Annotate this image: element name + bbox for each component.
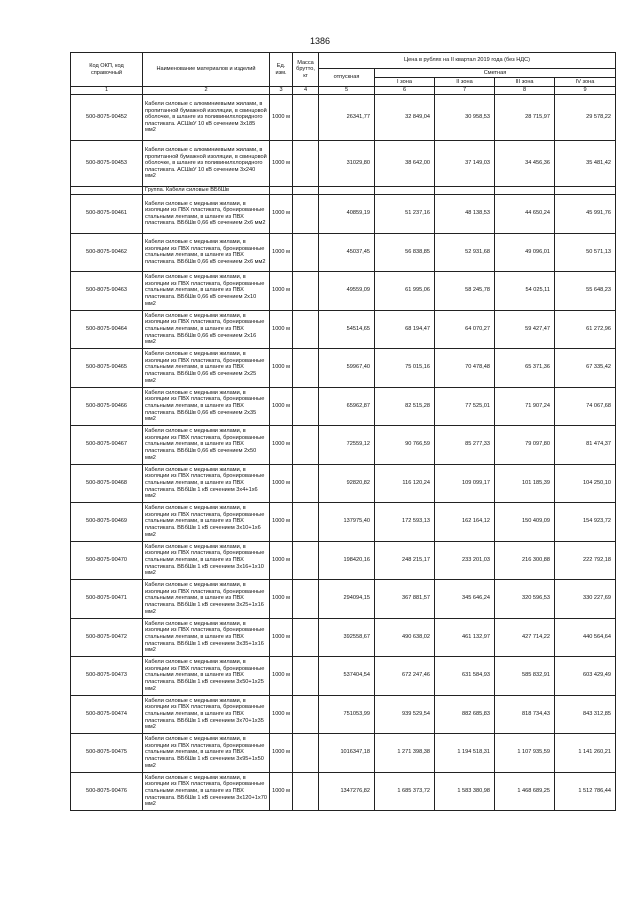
header-zone-4: IV зона bbox=[555, 78, 616, 87]
table-row bbox=[71, 272, 616, 311]
column-index: 6 bbox=[375, 87, 435, 95]
column-index: 7 bbox=[435, 87, 495, 95]
header-price-title: Цена в рублях на II квартал 2019 года (без НДС) bbox=[319, 53, 616, 69]
zone-2-price: 109 099,17 bbox=[435, 464, 495, 503]
zone-2-price: 30 958,53 bbox=[435, 95, 495, 141]
table-row bbox=[71, 541, 616, 580]
unit-cell: 1000 м bbox=[270, 618, 293, 657]
zone-3-price: 79 097,80 bbox=[495, 426, 555, 465]
zone-3-price: 1 107 935,59 bbox=[495, 734, 555, 773]
price-table bbox=[70, 52, 616, 811]
product-name: Кабели силовые с медными жилами, в изоляции из ПВХ пластиката, бронированные стальными лентами, в шланге из ПВХ пластиката. ВБбШв 1 кВ сечением 3х25+1х16 мм2 bbox=[143, 580, 270, 619]
zone-1-price: 61 995,06 bbox=[375, 272, 435, 311]
mass-cell bbox=[293, 772, 319, 811]
zone-4-price: 154 923,72 bbox=[555, 503, 616, 542]
mass-cell bbox=[293, 657, 319, 696]
page-number: 1386 bbox=[309, 36, 331, 46]
mass-cell bbox=[293, 310, 319, 349]
zone-4-price: 50 571,13 bbox=[555, 233, 616, 272]
product-code: 500-8075-90468 bbox=[71, 464, 143, 503]
group-code-cell bbox=[71, 187, 143, 195]
zone-3-price: 71 907,24 bbox=[495, 387, 555, 426]
zone-2-price: 52 931,68 bbox=[435, 233, 495, 272]
empty-cell bbox=[270, 187, 293, 195]
product-code: 500-8075-90476 bbox=[71, 772, 143, 811]
header-code: Код ОКП, код справочный bbox=[71, 53, 143, 87]
product-code: 500-8075-90471 bbox=[71, 580, 143, 619]
column-index: 1 bbox=[71, 87, 143, 95]
mass-cell bbox=[293, 349, 319, 388]
unit-cell: 1000 м bbox=[270, 657, 293, 696]
zone-4-price: 29 578,22 bbox=[555, 95, 616, 141]
zone-3-price: 44 650,24 bbox=[495, 195, 555, 234]
header-zone-2: II зона bbox=[435, 78, 495, 87]
zone-4-price: 843 312,85 bbox=[555, 695, 616, 734]
product-name: Кабели силовые с алюминиевыми жилами, в пропитанной бумажной изоляции, в свинцовой оболочке, в шланге из поливинилхлоридного пластиката. АСШвУ 10 кВ сечением 3х240 мм2 bbox=[143, 141, 270, 187]
product-code: 500-8075-90469 bbox=[71, 503, 143, 542]
zone-3-price: 818 734,43 bbox=[495, 695, 555, 734]
zone-2-price: 48 138,53 bbox=[435, 195, 495, 234]
zone-2-price: 58 245,78 bbox=[435, 272, 495, 311]
zone-4-price: 1 512 786,44 bbox=[555, 772, 616, 811]
release-price: 751053,99 bbox=[319, 695, 375, 734]
mass-cell bbox=[293, 195, 319, 234]
unit-cell: 1000 м bbox=[270, 580, 293, 619]
mass-cell bbox=[293, 618, 319, 657]
zone-1-price: 32 849,04 bbox=[375, 95, 435, 141]
mass-cell bbox=[293, 233, 319, 272]
release-price: 26341,77 bbox=[319, 95, 375, 141]
product-name: Кабели силовые с медными жилами, в изоляции из ПВХ пластиката, бронированные стальными лентами, в шланге из ПВХ пластиката. ВБбШв 1 кВ сечением 3х95+1х50 мм2 bbox=[143, 734, 270, 773]
unit-cell: 1000 м bbox=[270, 195, 293, 234]
zone-2-price: 233 201,03 bbox=[435, 541, 495, 580]
table-row bbox=[71, 772, 616, 811]
zone-4-price: 104 250,10 bbox=[555, 464, 616, 503]
unit-cell: 1000 м bbox=[270, 387, 293, 426]
zone-2-price: 1 583 380,98 bbox=[435, 772, 495, 811]
unit-cell: 1000 м bbox=[270, 426, 293, 465]
release-price: 294094,15 bbox=[319, 580, 375, 619]
header-release: отпускная bbox=[319, 69, 375, 87]
unit-cell: 1000 м bbox=[270, 95, 293, 141]
release-price: 1347276,82 bbox=[319, 772, 375, 811]
product-code: 500-8075-90464 bbox=[71, 310, 143, 349]
zone-3-price: 101 185,39 bbox=[495, 464, 555, 503]
zone-1-price: 490 638,02 bbox=[375, 618, 435, 657]
zone-3-price: 34 456,36 bbox=[495, 141, 555, 187]
zone-1-price: 51 237,16 bbox=[375, 195, 435, 234]
mass-cell bbox=[293, 464, 319, 503]
table-row bbox=[71, 95, 616, 141]
table-row bbox=[71, 426, 616, 465]
zone-1-price: 38 642,00 bbox=[375, 141, 435, 187]
zone-4-price: 330 227,69 bbox=[555, 580, 616, 619]
empty-cell bbox=[319, 187, 375, 195]
zone-1-price: 68 194,47 bbox=[375, 310, 435, 349]
table-row bbox=[71, 233, 616, 272]
product-code: 500-8075-90470 bbox=[71, 541, 143, 580]
table-row bbox=[71, 349, 616, 388]
zone-3-price: 585 832,91 bbox=[495, 657, 555, 696]
zone-3-price: 65 371,36 bbox=[495, 349, 555, 388]
zone-1-price: 672 247,46 bbox=[375, 657, 435, 696]
table-row bbox=[71, 387, 616, 426]
product-name: Кабели силовые с медными жилами, в изоляции из ПВХ пластиката, бронированные стальными лентами, в шланге из ПВХ пластиката. ВБбШв 1 кВ сечением 3х35+1х16 мм2 bbox=[143, 618, 270, 657]
unit-cell: 1000 м bbox=[270, 464, 293, 503]
zone-1-price: 82 515,28 bbox=[375, 387, 435, 426]
product-code: 500-8075-90453 bbox=[71, 141, 143, 187]
product-name: Кабели силовые с медными жилами, в изоляции из ПВХ пластиката, бронированные стальными лентами, в шланге из ПВХ пластиката. ВБбШв 0,66 кВ сечением 2х35 мм2 bbox=[143, 387, 270, 426]
product-code: 500-8075-90475 bbox=[71, 734, 143, 773]
table-row bbox=[71, 195, 616, 234]
release-price: 54514,65 bbox=[319, 310, 375, 349]
header-estimate: Сметная bbox=[375, 69, 616, 78]
unit-cell: 1000 м bbox=[270, 503, 293, 542]
product-name: Кабели силовые с медными жилами, в изоляции из ПВХ пластиката, бронированные стальными лентами, в шланге из ПВХ пластиката. ВБбШв 0,66 кВ сечением 2х6 мм2 bbox=[143, 233, 270, 272]
product-name: Кабели силовые с медными жилами, в изоляции из ПВХ пластиката, бронированные стальными лентами, в шланге из ПВХ пластиката. ВБбШв 1 кВ сечением 3х10+1х6 мм2 bbox=[143, 503, 270, 542]
table-row bbox=[71, 580, 616, 619]
release-price: 45037,45 bbox=[319, 233, 375, 272]
product-code: 500-8075-90467 bbox=[71, 426, 143, 465]
zone-2-price: 461 132,97 bbox=[435, 618, 495, 657]
zone-3-price: 59 427,47 bbox=[495, 310, 555, 349]
zone-4-price: 61 272,96 bbox=[555, 310, 616, 349]
column-index-row bbox=[71, 87, 616, 95]
mass-cell bbox=[293, 95, 319, 141]
table-row bbox=[71, 464, 616, 503]
release-price: 537404,54 bbox=[319, 657, 375, 696]
zone-3-price: 427 714,22 bbox=[495, 618, 555, 657]
table-row bbox=[71, 503, 616, 542]
zone-3-price: 49 096,01 bbox=[495, 233, 555, 272]
zone-2-price: 345 646,24 bbox=[435, 580, 495, 619]
zone-1-price: 56 838,85 bbox=[375, 233, 435, 272]
header-name: Наименование материалов и изделий bbox=[143, 53, 270, 87]
zone-4-price: 74 067,68 bbox=[555, 387, 616, 426]
zone-3-price: 54 025,11 bbox=[495, 272, 555, 311]
product-name: Кабели силовые с медными жилами, в изоляции из ПВХ пластиката, бронированные стальными лентами, в шланге из ПВХ пластиката. ВБбШв 1 кВ сечением 3х120+1х70 мм2 bbox=[143, 772, 270, 811]
product-name: Кабели силовые с медными жилами, в изоляции из ПВХ пластиката, бронированные стальными лентами, в шланге из ПВХ пластиката. ВБбШв 0,66 кВ сечением 2х6 мм2 bbox=[143, 195, 270, 234]
product-name: Кабели силовые с медными жилами, в изоляции из ПВХ пластиката, бронированные стальными лентами, в шланге из ПВХ пластиката. ВБбШв 1 кВ сечением 3х50+1х25 мм2 bbox=[143, 657, 270, 696]
zone-4-price: 440 564,64 bbox=[555, 618, 616, 657]
zone-3-price: 320 596,53 bbox=[495, 580, 555, 619]
zone-3-price: 150 409,09 bbox=[495, 503, 555, 542]
header-unit: Ед. изм. bbox=[270, 53, 293, 87]
zone-1-price: 367 881,57 bbox=[375, 580, 435, 619]
zone-4-price: 1 141 260,21 bbox=[555, 734, 616, 773]
product-code: 500-8075-90466 bbox=[71, 387, 143, 426]
release-price: 65962,87 bbox=[319, 387, 375, 426]
mass-cell bbox=[293, 580, 319, 619]
zone-2-price: 37 149,03 bbox=[435, 141, 495, 187]
header-zone-1: I зона bbox=[375, 78, 435, 87]
zone-4-price: 35 481,42 bbox=[555, 141, 616, 187]
group-row bbox=[71, 187, 616, 195]
column-index: 3 bbox=[270, 87, 293, 95]
zone-1-price: 1 685 373,72 bbox=[375, 772, 435, 811]
product-code: 500-8075-90463 bbox=[71, 272, 143, 311]
product-name: Кабели силовые с медными жилами, в изоляции из ПВХ пластиката, бронированные стальными лентами, в шланге из ПВХ пластиката. ВБбШв 1 кВ сечением 3х70+1х35 мм2 bbox=[143, 695, 270, 734]
release-price: 40859,19 bbox=[319, 195, 375, 234]
header-zone-3: III зона bbox=[495, 78, 555, 87]
product-code: 500-8075-90473 bbox=[71, 657, 143, 696]
unit-cell: 1000 м bbox=[270, 734, 293, 773]
product-code: 500-8075-90474 bbox=[71, 695, 143, 734]
zone-3-price: 216 300,88 bbox=[495, 541, 555, 580]
table-row bbox=[71, 657, 616, 696]
product-code: 500-8075-90462 bbox=[71, 233, 143, 272]
release-price: 31029,80 bbox=[319, 141, 375, 187]
zone-1-price: 172 593,13 bbox=[375, 503, 435, 542]
empty-cell bbox=[495, 187, 555, 195]
zone-4-price: 55 648,23 bbox=[555, 272, 616, 311]
zone-2-price: 64 070,27 bbox=[435, 310, 495, 349]
mass-cell bbox=[293, 503, 319, 542]
release-price: 92820,82 bbox=[319, 464, 375, 503]
product-code: 500-8075-90472 bbox=[71, 618, 143, 657]
mass-cell bbox=[293, 695, 319, 734]
empty-cell bbox=[293, 187, 319, 195]
empty-cell bbox=[435, 187, 495, 195]
zone-4-price: 81 474,37 bbox=[555, 426, 616, 465]
mass-cell bbox=[293, 541, 319, 580]
zone-1-price: 116 120,24 bbox=[375, 464, 435, 503]
product-name: Кабели силовые с медными жилами, в изоляции из ПВХ пластиката, бронированные стальными лентами, в шланге из ПВХ пластиката. ВБбШв 0,66 кВ сечением 2х50 мм2 bbox=[143, 426, 270, 465]
zone-4-price: 222 792,18 bbox=[555, 541, 616, 580]
product-name: Кабели силовые с медными жилами, в изоляции из ПВХ пластиката, бронированные стальными лентами, в шланге из ПВХ пластиката. ВБбШв 0,66 кВ сечением 2х10 мм2 bbox=[143, 272, 270, 311]
mass-cell bbox=[293, 141, 319, 187]
zone-2-price: 162 164,12 bbox=[435, 503, 495, 542]
zone-1-price: 939 529,54 bbox=[375, 695, 435, 734]
group-title: Группа. Кабели силовые ВБбШв bbox=[143, 187, 270, 195]
empty-cell bbox=[555, 187, 616, 195]
unit-cell: 1000 м bbox=[270, 772, 293, 811]
zone-3-price: 28 715,97 bbox=[495, 95, 555, 141]
column-index: 5 bbox=[319, 87, 375, 95]
release-price: 1016347,18 bbox=[319, 734, 375, 773]
column-index: 8 bbox=[495, 87, 555, 95]
release-price: 59967,40 bbox=[319, 349, 375, 388]
product-name: Кабели силовые с медными жилами, в изоляции из ПВХ пластиката, бронированные стальными лентами, в шланге из ПВХ пластиката. ВБбШв 0,66 кВ сечением 2х16 мм2 bbox=[143, 310, 270, 349]
mass-cell bbox=[293, 734, 319, 773]
product-name: Кабели силовые с медными жилами, в изоляции из ПВХ пластиката, бронированные стальными лентами, в шланге из ПВХ пластиката. ВБбШв 0,66 кВ сечением 2х25 мм2 bbox=[143, 349, 270, 388]
table-row bbox=[71, 141, 616, 187]
zone-1-price: 248 215,17 bbox=[375, 541, 435, 580]
zone-4-price: 67 335,42 bbox=[555, 349, 616, 388]
zone-1-price: 90 766,59 bbox=[375, 426, 435, 465]
product-code: 500-8075-90465 bbox=[71, 349, 143, 388]
product-code: 500-8075-90452 bbox=[71, 95, 143, 141]
mass-cell bbox=[293, 272, 319, 311]
zone-2-price: 882 685,83 bbox=[435, 695, 495, 734]
column-index: 4 bbox=[293, 87, 319, 95]
unit-cell: 1000 м bbox=[270, 349, 293, 388]
zone-1-price: 75 015,16 bbox=[375, 349, 435, 388]
unit-cell: 1000 м bbox=[270, 310, 293, 349]
product-code: 500-8075-90461 bbox=[71, 195, 143, 234]
zone-2-price: 631 584,93 bbox=[435, 657, 495, 696]
zone-4-price: 45 991,76 bbox=[555, 195, 616, 234]
table-row bbox=[71, 310, 616, 349]
zone-2-price: 1 194 518,31 bbox=[435, 734, 495, 773]
unit-cell: 1000 м bbox=[270, 272, 293, 311]
release-price: 137975,40 bbox=[319, 503, 375, 542]
product-name: Кабели силовые с алюминиевыми жилами, в пропитанной бумажной изоляции, в свинцовой оболочке, в шланге из поливинилхлоридного пластиката. АСШвУ 10 кВ сечением 3х185 мм2 bbox=[143, 95, 270, 141]
unit-cell: 1000 м bbox=[270, 695, 293, 734]
zone-2-price: 70 478,48 bbox=[435, 349, 495, 388]
table-row bbox=[71, 695, 616, 734]
unit-cell: 1000 м bbox=[270, 233, 293, 272]
unit-cell: 1000 м bbox=[270, 541, 293, 580]
zone-4-price: 603 429,49 bbox=[555, 657, 616, 696]
release-price: 392558,67 bbox=[319, 618, 375, 657]
table-row bbox=[71, 734, 616, 773]
zone-1-price: 1 271 398,38 bbox=[375, 734, 435, 773]
column-index: 2 bbox=[143, 87, 270, 95]
release-price: 198420,16 bbox=[319, 541, 375, 580]
unit-cell: 1000 м bbox=[270, 141, 293, 187]
zone-2-price: 77 525,01 bbox=[435, 387, 495, 426]
product-name: Кабели силовые с медными жилами, в изоляции из ПВХ пластиката, бронированные стальными лентами, в шланге из ПВХ пластиката. ВБбШв 1 кВ сечением 3х16+1х10 мм2 bbox=[143, 541, 270, 580]
mass-cell bbox=[293, 426, 319, 465]
mass-cell bbox=[293, 387, 319, 426]
release-price: 49559,09 bbox=[319, 272, 375, 311]
release-price: 72559,12 bbox=[319, 426, 375, 465]
column-index: 9 bbox=[555, 87, 616, 95]
table-row bbox=[71, 618, 616, 657]
product-name: Кабели силовые с медными жилами, в изоляции из ПВХ пластиката, бронированные стальными лентами, в шланге из ПВХ пластиката. ВБбШв 1 кВ сечением 3х4+1х6 мм2 bbox=[143, 464, 270, 503]
zone-2-price: 85 277,33 bbox=[435, 426, 495, 465]
empty-cell bbox=[375, 187, 435, 195]
header-mass: Масса брутто, кг bbox=[293, 53, 319, 87]
zone-3-price: 1 468 689,25 bbox=[495, 772, 555, 811]
